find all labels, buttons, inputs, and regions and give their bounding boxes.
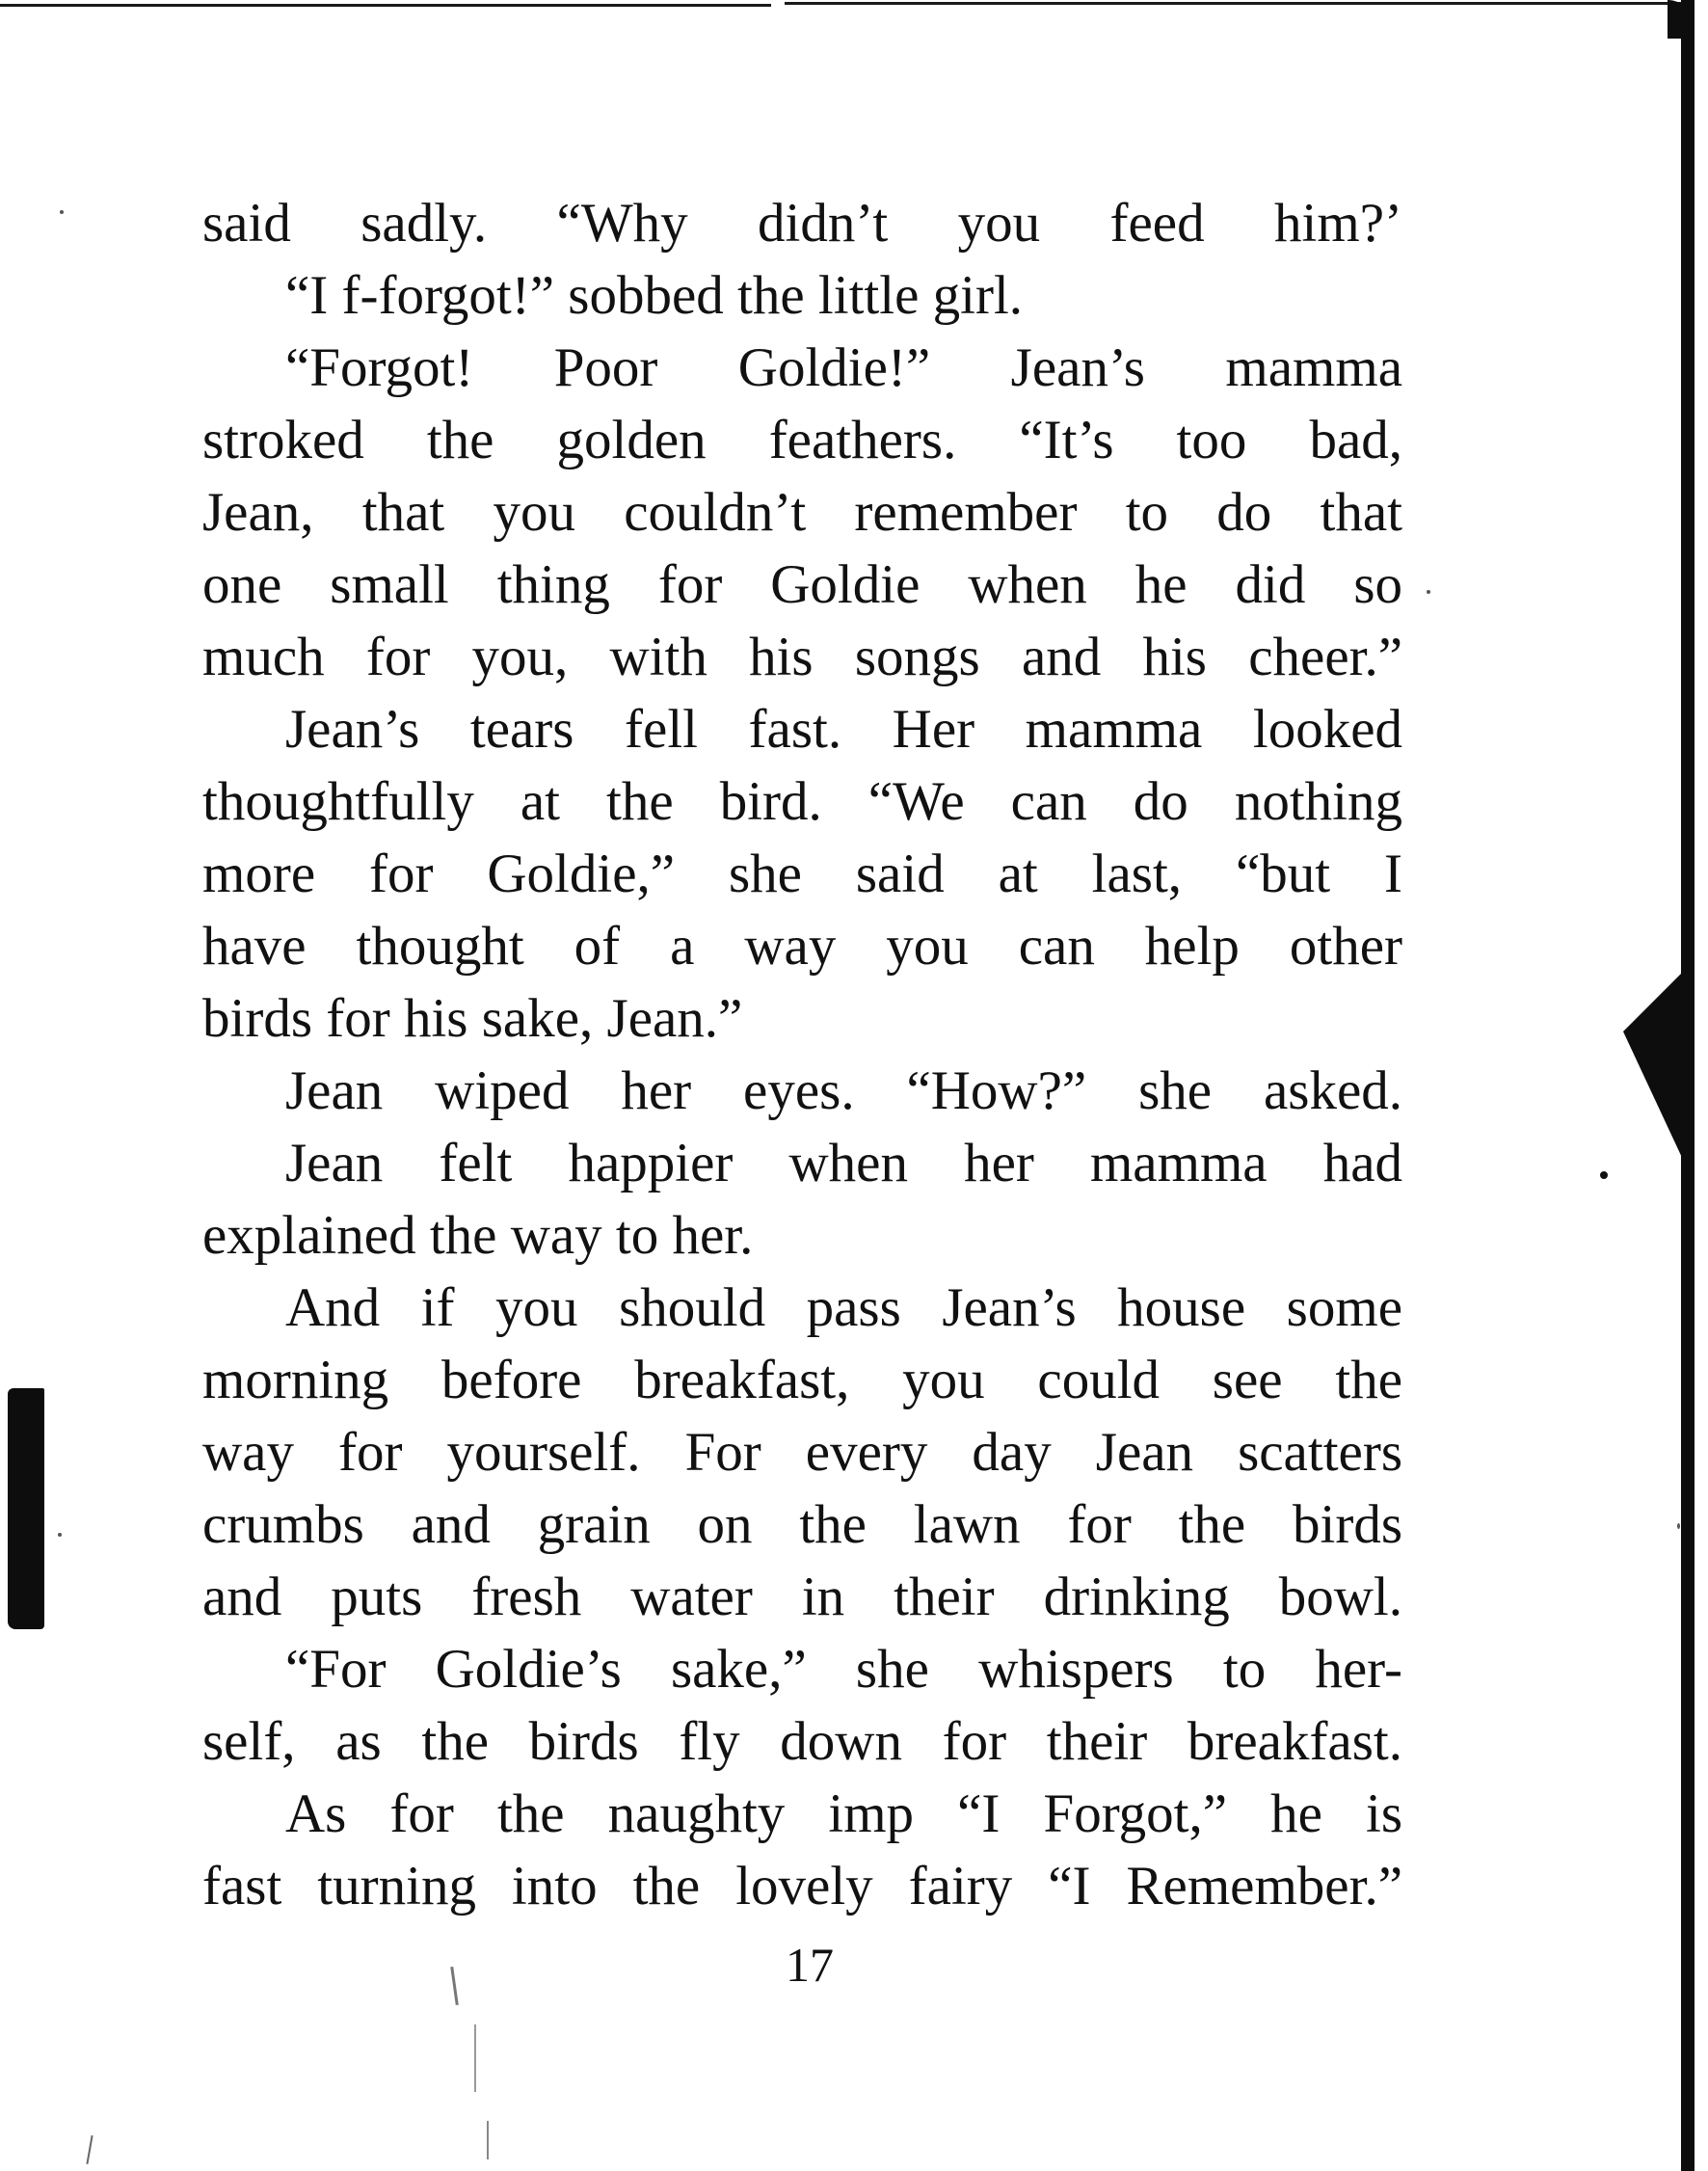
speck	[1677, 1523, 1680, 1529]
scratch	[487, 2121, 489, 2159]
text-line: Jean felt happier when her mamma had	[285, 1133, 1402, 1193]
text-line: stroked the golden feathers. “It’s too bad,	[202, 410, 1402, 470]
top-rule	[0, 4, 771, 7]
text-line: “For Goldie’s sake,” she whispers to her-	[285, 1639, 1402, 1700]
scratch	[86, 2135, 93, 2164]
text-line: birds for his sake, Jean.”	[202, 988, 743, 1049]
binding-mark	[8, 1388, 44, 1629]
speck	[60, 210, 64, 214]
text-line: Jean’s tears fell fast. Her mamma looked	[285, 699, 1402, 760]
text-line: crumbs and grain on the lawn for the birds	[202, 1494, 1402, 1555]
text-line: And if you should pass Jean’s house some	[285, 1277, 1402, 1338]
text-line: Jean wiped her eyes. “How?” she asked.	[285, 1060, 1402, 1121]
text-line: more for Goldie,” she said at last, “but I	[202, 844, 1402, 904]
text-line: Jean, that you couldn’t remember to do that	[202, 482, 1402, 543]
text-line: morning before breakfast, you could see the	[202, 1350, 1402, 1410]
text-line: thoughtfully at the bird. “We can do nothing	[202, 771, 1402, 832]
story-text	[202, 187, 1402, 1922]
text-line: one small thing for Goldie when he did so	[202, 554, 1402, 615]
text-line: fast turning into the lovely fairy “I Remember.”	[202, 1856, 1402, 1916]
text-line: way for yourself. For every day Jean scatters	[202, 1422, 1402, 1483]
scratch	[474, 2024, 476, 2092]
speck	[1427, 590, 1430, 594]
text-line: “I f-forgot!” sobbed the little girl.	[285, 265, 1024, 326]
ink-blot	[1623, 964, 1691, 1176]
top-rule	[785, 2, 1681, 5]
text-line: and puts fresh water in their drinking bowl.	[202, 1567, 1402, 1627]
text-line: As for the naughty imp “I Forgot,” he is	[285, 1783, 1402, 1844]
speck	[58, 1533, 62, 1537]
text-line: self, as the birds fly down for their breakfast.	[202, 1711, 1402, 1772]
text-line: much for you, with his songs and his cheer.”	[202, 627, 1402, 687]
text-line: explained the way to her.	[202, 1205, 754, 1266]
text-line: “Forgot! Poor Goldie!” Jean’s mamma	[285, 337, 1402, 398]
speck	[1600, 1171, 1608, 1179]
text-line: said sadly. “Why didn’t you feed him?’	[202, 193, 1402, 254]
text-line: have thought of a way you can help other	[202, 916, 1402, 977]
page-number: 17	[786, 1938, 834, 1992]
